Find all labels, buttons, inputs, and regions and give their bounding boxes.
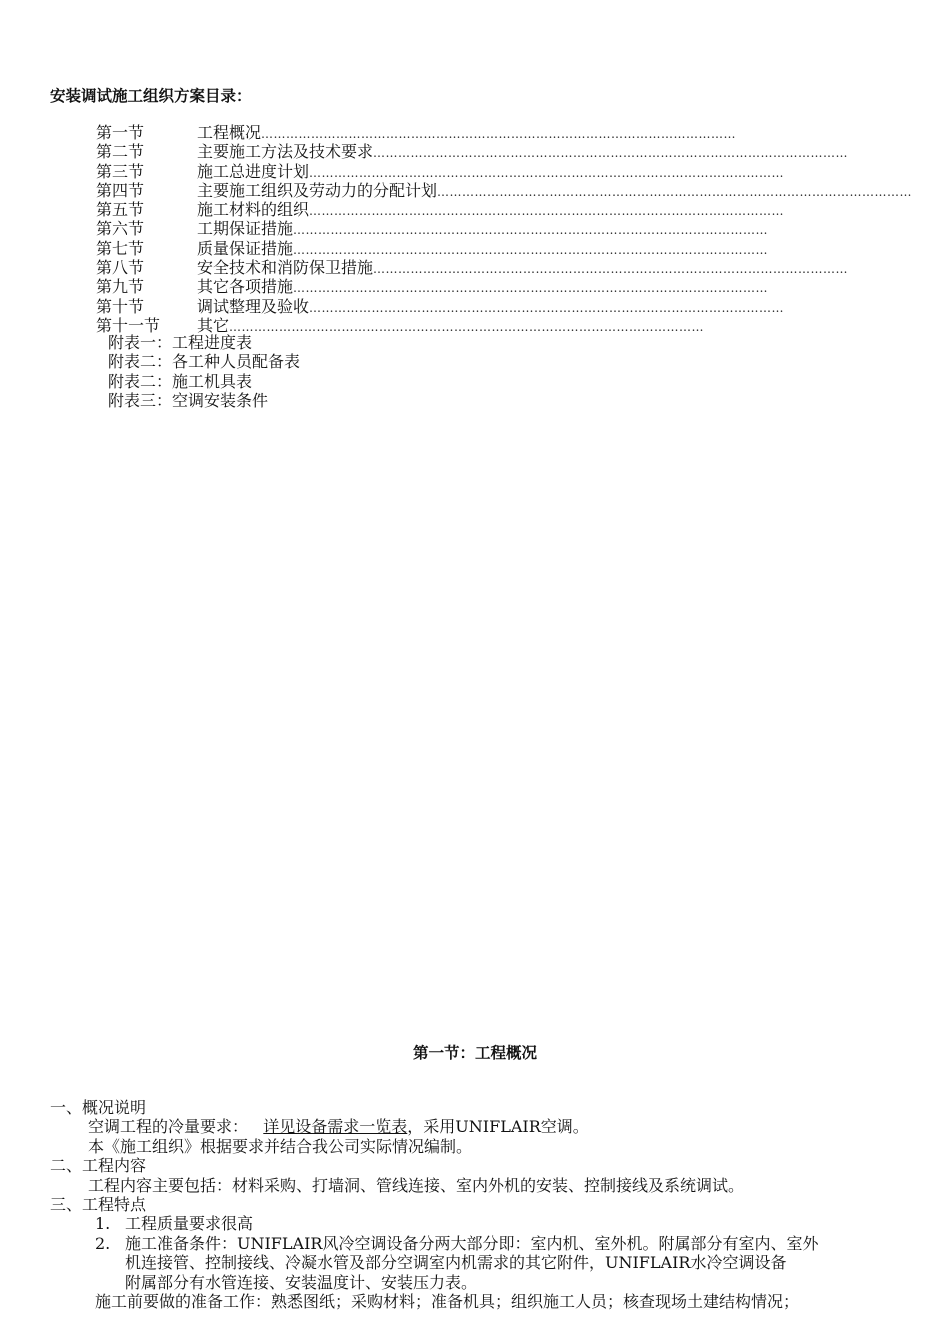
paragraph-scope: 工程内容主要包括：材料采购、打墙洞、管线连接、室内外机的安装、控制接线及系统调试。	[88, 1175, 745, 1195]
toc-entry[interactable]	[96, 277, 769, 297]
list-item-text: 施工准备条件：UNIFLAIR风冷空调设备分两大部分即：室内机、室外机。附属部分有室内、室外	[125, 1233, 819, 1253]
list-item-text: 工程质量要求很高	[125, 1214, 254, 1234]
list-item-text: 机连接管、控制接线、冷凝水管及部分空调室内机需求的其它附件，UNIFLAIR水冷空调设备	[125, 1253, 787, 1273]
toc-section-title: 施工材料的组织	[197, 200, 310, 220]
section-body	[50, 1098, 902, 1311]
paragraph-basis: 本《施工组织》根据要求并结合我公司实际情况编制。	[88, 1136, 473, 1156]
toc-section-number: 第三节	[96, 161, 145, 181]
document-title: 安装调试施工组织方案目录：	[50, 87, 252, 105]
toc-section-number: 第五节	[96, 200, 145, 220]
toc-section-number: 第四节	[96, 180, 145, 200]
toc-entry[interactable]	[96, 180, 913, 200]
toc-leader-dots: ……………………………………………………………………………………………………	[293, 281, 769, 296]
paragraph-cooling-requirement	[50, 1117, 902, 1136]
toc-section-title: 其它	[197, 315, 230, 335]
appendix-item[interactable]: 附表二：各工种人员配备表	[108, 352, 301, 372]
toc-leader-dots: ……………………………………………………………………………………………………	[309, 300, 785, 315]
subheading-overview: 一、概况说明	[50, 1098, 147, 1117]
toc-section-number: 第十一节	[96, 315, 161, 335]
section-heading: 第一节：工程概况	[412, 1044, 537, 1062]
toc-section-number: 第六节	[96, 219, 145, 239]
subheading-scope: 二、工程内容	[50, 1156, 147, 1176]
toc-section-number: 第一节	[96, 123, 145, 142]
toc-section-number: 第十节	[96, 296, 145, 316]
toc-entry[interactable]	[96, 258, 849, 278]
table-of-contents	[96, 123, 913, 335]
toc-section-title: 调试整理及验收	[197, 296, 310, 316]
toc-leader-dots: ……………………………………………………………………………………………………	[229, 319, 705, 334]
toc-entry[interactable]	[96, 296, 785, 316]
list-item-number: 1.	[95, 1214, 111, 1234]
toc-section-title: 安全技术和消防保卫措施	[197, 258, 374, 278]
toc-section-title: 质量保证措施	[197, 238, 294, 258]
toc-leader-dots: ……………………………………………………………………………………………………	[309, 165, 785, 180]
toc-entry[interactable]	[96, 238, 769, 258]
subheading-features: 三、工程特点	[50, 1194, 147, 1214]
toc-entry[interactable]	[96, 142, 849, 162]
toc-section-title: 工期保证措施	[197, 219, 294, 239]
toc-leader-dots: ……………………………………………………………………………………………………	[309, 204, 785, 219]
list-item	[50, 1214, 902, 1233]
toc-section-title: 工程概况	[197, 123, 262, 142]
toc-entry[interactable]	[96, 123, 737, 142]
toc-section-title: 主要施工方法及技术要求	[197, 142, 374, 162]
cooling-requirement-suffix: ，采用UNIFLAIR空调。	[407, 1117, 589, 1137]
list-item-text: 附属部分有水管连接、安装温度计、安装压力表。	[125, 1272, 478, 1292]
toc-section-title: 施工总进度计划	[197, 161, 310, 181]
appendix-item[interactable]: 附表一：工程进度表	[108, 333, 253, 352]
toc-entry[interactable]	[96, 161, 785, 181]
toc-leader-dots: ……………………………………………………………………………………………………	[373, 146, 849, 161]
toc-leader-dots: ……………………………………………………………………………………………………	[373, 262, 849, 277]
toc-section-number: 第八节	[96, 258, 145, 278]
toc-leader-dots: ……………………………………………………………………………………………………	[261, 127, 737, 141]
cooling-requirement-label: 空调工程的冷量要求：	[88, 1117, 249, 1137]
paragraph-preparation: 施工前要做的准备工作：熟悉图纸；采购材料；准备机具；组织施工人员；核查现场土建结构情况；	[95, 1291, 800, 1311]
toc-section-title: 其它各项措施	[197, 277, 294, 297]
appendix-list	[108, 333, 300, 410]
toc-leader-dots: ……………………………………………………………………………………………………	[293, 242, 769, 257]
list-item-number: 2.	[95, 1233, 111, 1253]
toc-section-number: 第七节	[96, 238, 145, 258]
toc-leader-dots: ……………………………………………………………………………………………………	[437, 184, 913, 199]
equipment-list-link[interactable]: 详见设备需求一览表	[263, 1117, 408, 1137]
toc-entry[interactable]	[96, 200, 785, 220]
toc-section-number: 第九节	[96, 277, 145, 297]
toc-section-number: 第二节	[96, 142, 145, 162]
appendix-item[interactable]: 附表三：空调安装条件	[108, 390, 269, 410]
toc-entry[interactable]	[96, 219, 769, 239]
list-item	[50, 1234, 902, 1292]
toc-leader-dots: ……………………………………………………………………………………………………	[293, 223, 769, 238]
toc-section-title: 主要施工组织及劳动力的分配计划	[197, 180, 438, 200]
appendix-item[interactable]: 附表二：施工机具表	[108, 371, 253, 391]
